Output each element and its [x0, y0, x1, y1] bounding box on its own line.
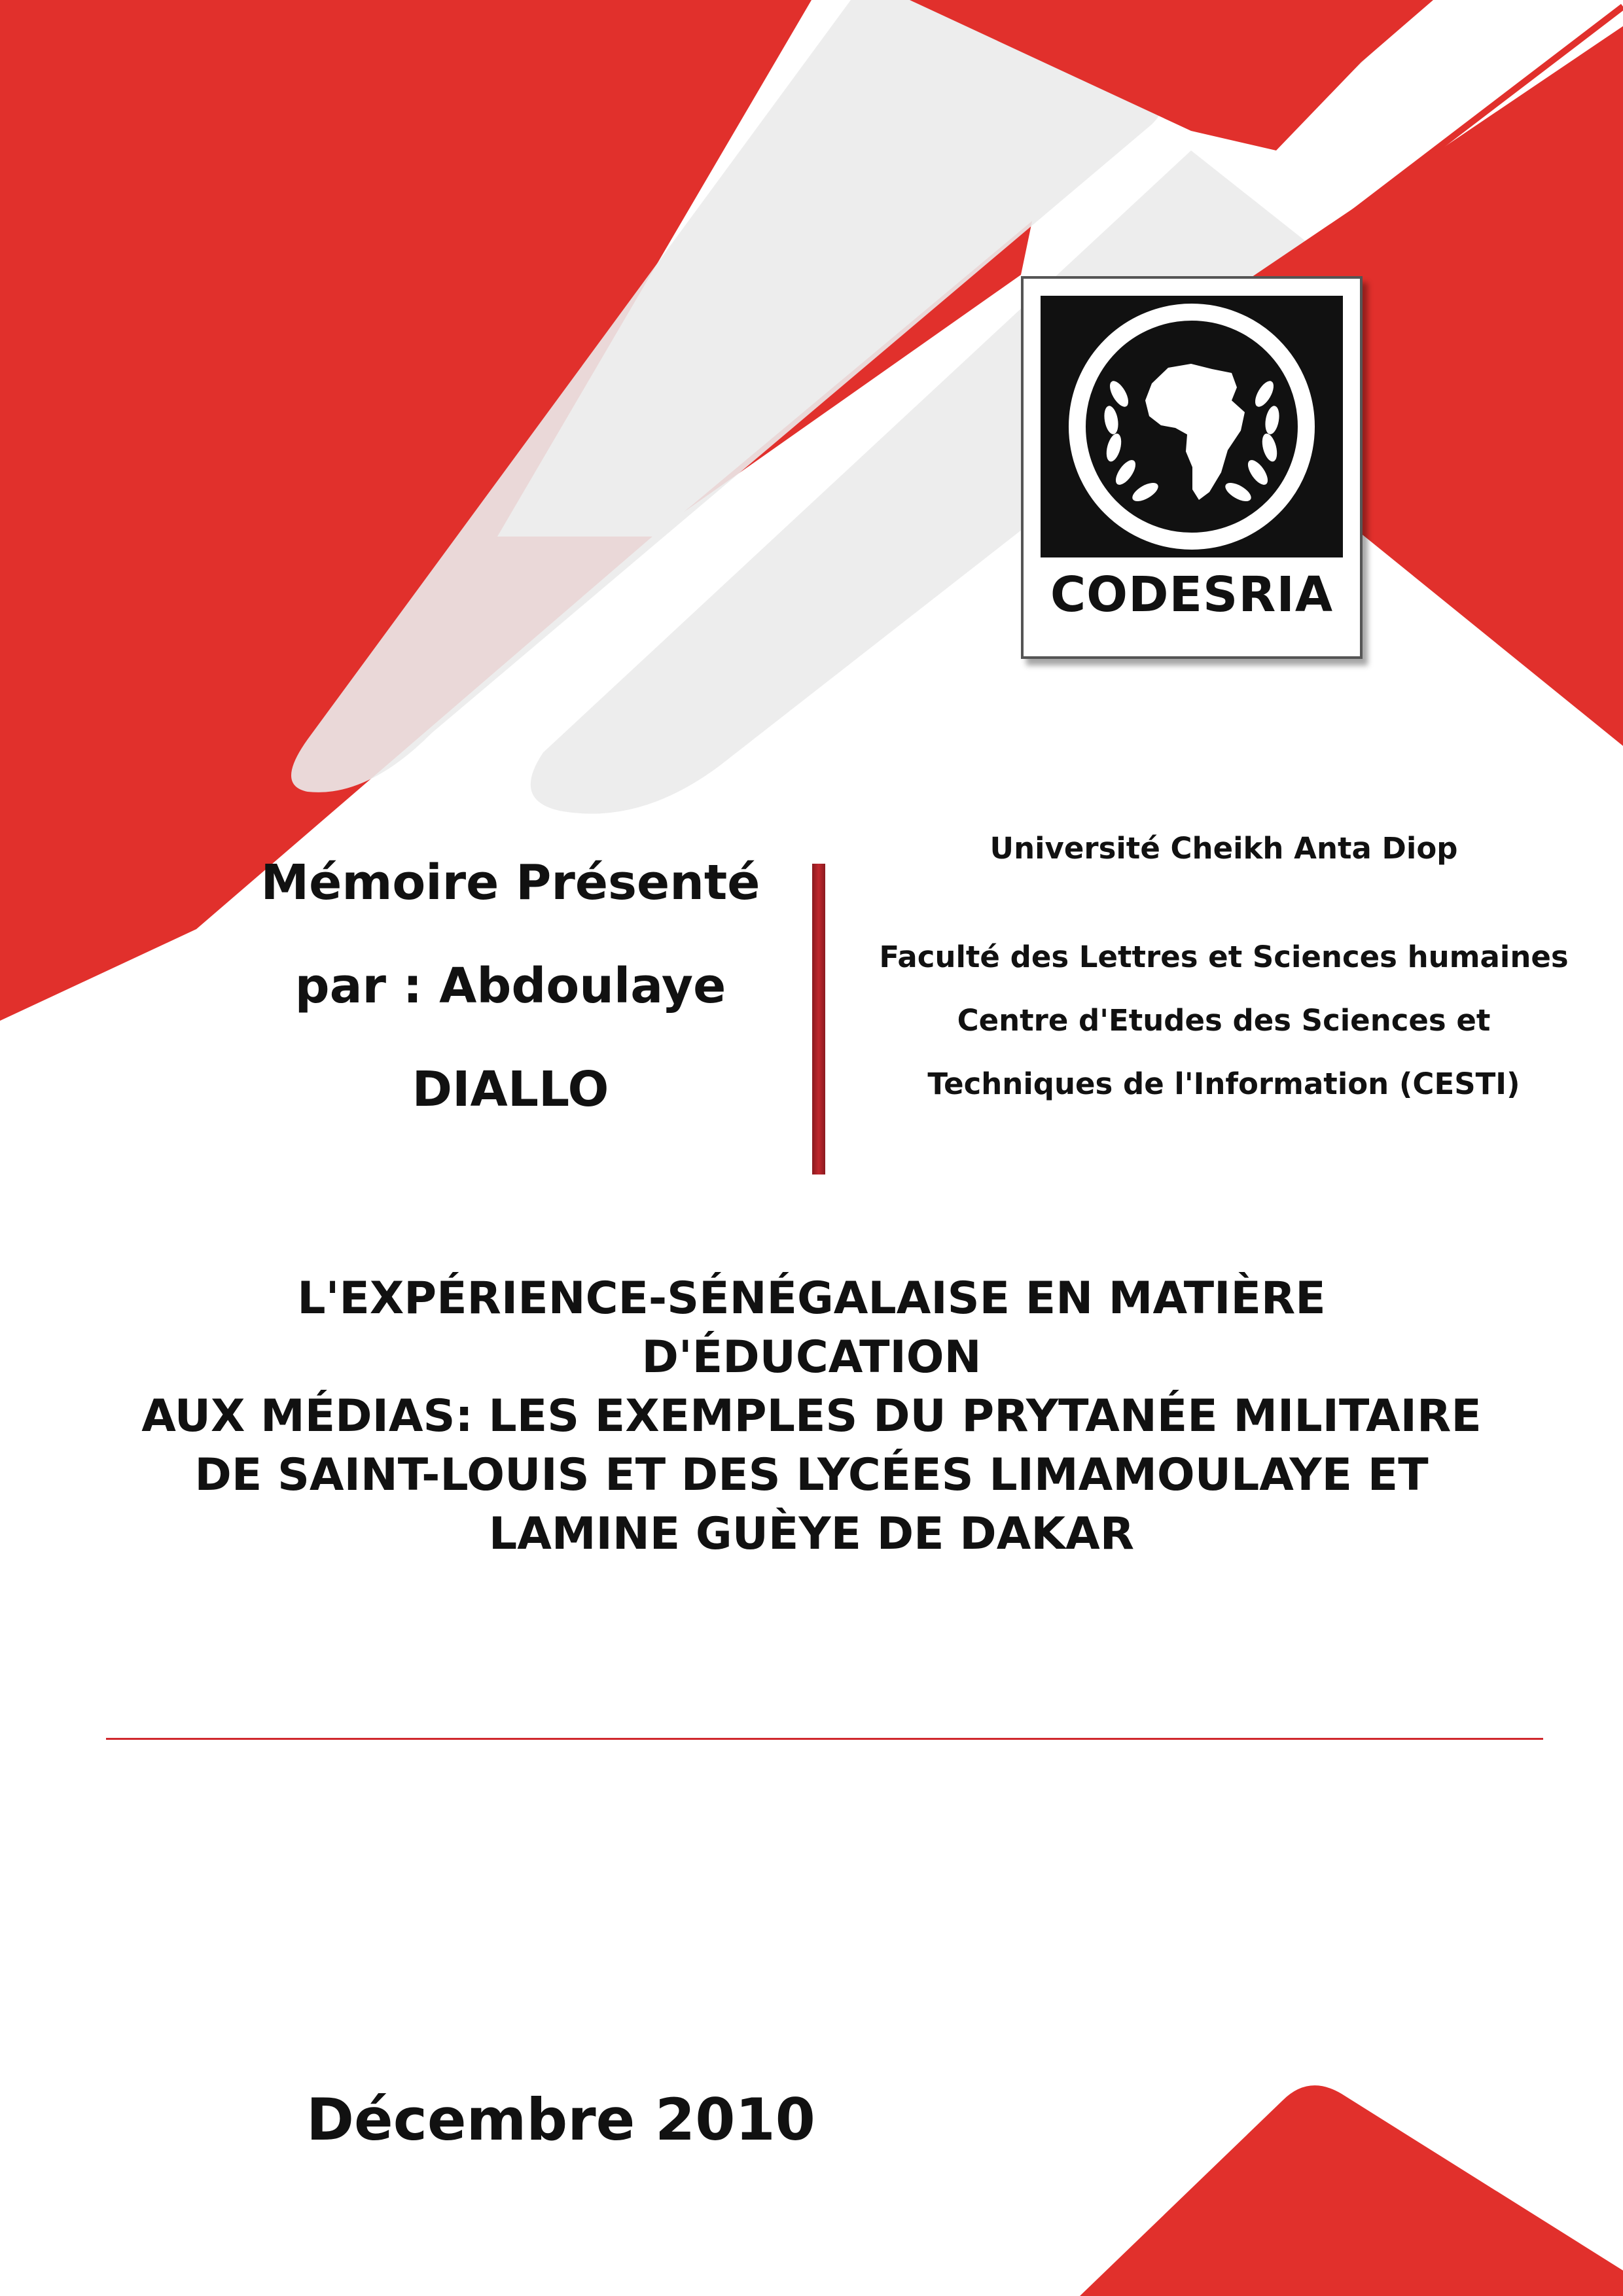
red-bottom-right-shape [1080, 2085, 1623, 2296]
title-line: DE SAINT-LOUIS ET DES LYCÉES LIMAMOULAYE ET [194, 1449, 1429, 1501]
horizontal-rule [106, 1738, 1543, 1740]
africa-laurel-wreath-icon [1041, 296, 1343, 557]
publication-date: Décembre 2010 [306, 2086, 815, 2153]
logo-plate [1041, 296, 1343, 557]
author-block [196, 831, 825, 1141]
author-line-3: DIALLO [412, 1061, 609, 1118]
title-line: L'EXPÉRIENCE-SÉNÉGALAISE EN MATIÈRE [297, 1273, 1326, 1324]
author-line-2: par : Abdoulaye [294, 958, 726, 1014]
memoir-title [0, 1269, 1623, 1564]
vertical-divider [812, 864, 825, 1174]
university-name: Université Cheikh Anta Diop [990, 831, 1458, 866]
logo-wordmark: CODESRIA [1050, 567, 1334, 623]
centre-line-2: Techniques de l'Information (CESTI) [927, 1067, 1520, 1101]
centre-line-1: Centre d'Etudes des Sciences et [957, 1003, 1491, 1038]
institution-block [831, 826, 1616, 1116]
title-line: D'ÉDUCATION [641, 1332, 982, 1383]
author-line-1: Mémoire Présenté [260, 855, 760, 911]
title-line: LAMINE GUÈYE DE DAKAR [488, 1508, 1135, 1560]
title-line: AUX MÉDIAS: LES EXEMPLES DU PRYTANÉE MILITAIRE [141, 1390, 1482, 1442]
faculty-name: Faculté des Lettres et Sciences humaines [879, 940, 1569, 974]
codesria-logo [1021, 276, 1363, 659]
